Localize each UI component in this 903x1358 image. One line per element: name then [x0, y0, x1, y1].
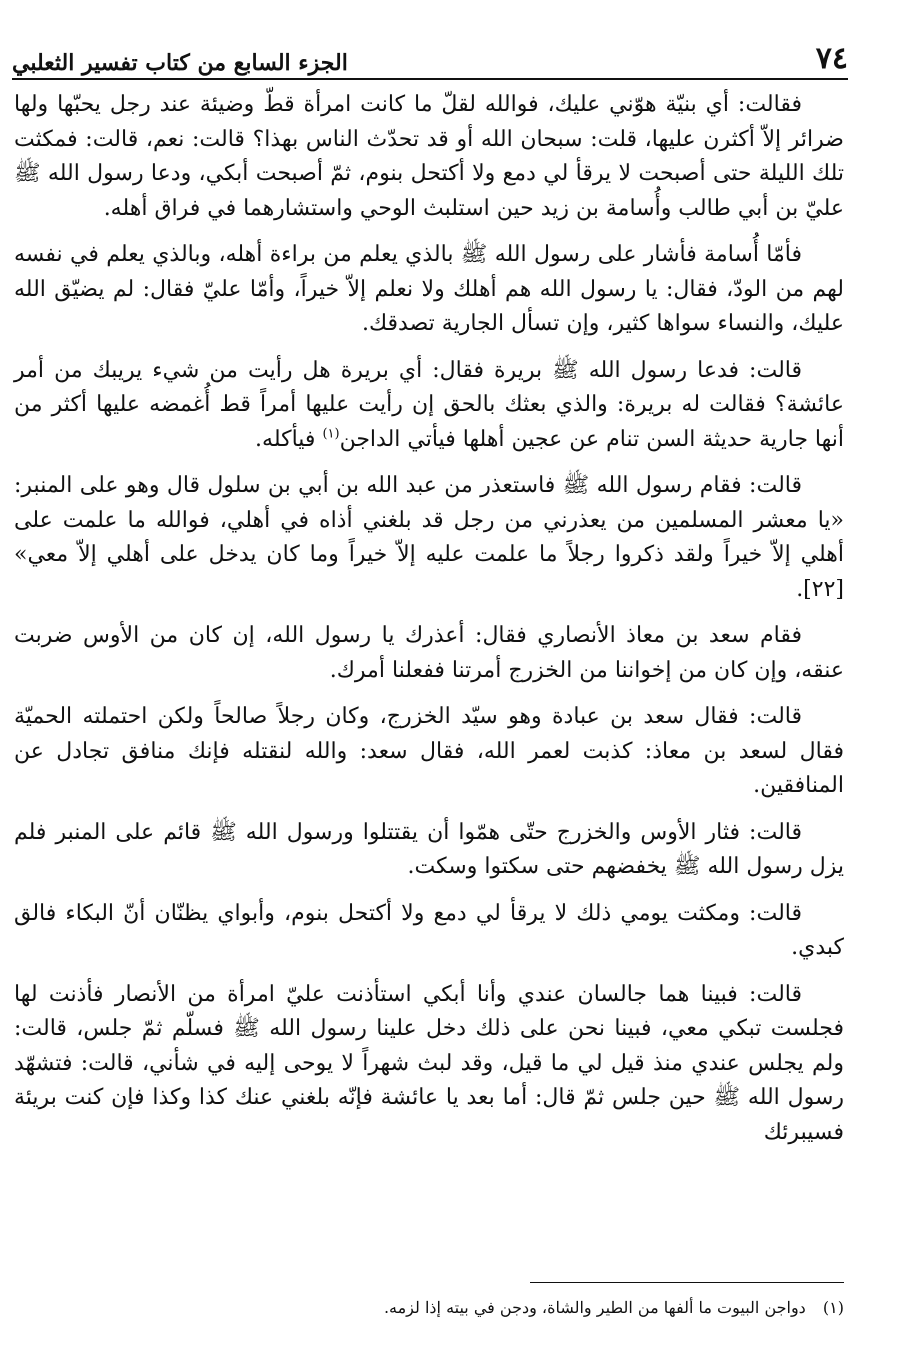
footnote-number: (١) — [822, 1298, 844, 1317]
main-text — [14, 88, 844, 1162]
footnote-divider — [530, 1282, 844, 1283]
footnote — [200, 1296, 844, 1320]
paragraph: قالت: فقام رسول الله ﷺ فاستعذر من عبد الله بن أبي بن سلول قال وهو على المنبر: «يا معشر المسلمين من يعذرني من رجل قد بلغني أذاه في أهلي، فوالله ما علمت على أهلي إلاّ خيراً ولقد ذكروا رجلاً ما علمت عليه إلاّ خيراً وما كان يدخل على أهلي إلاّ معي» [٢٢]. — [14, 473, 844, 602]
paragraph: قالت: فبينا هما جالسان عندي وأنا أبكي استأذنت عليّ امرأة من الأنصار فأذنت لها فجلست تبكي معي، فبينا نحن على ذلك دخل علينا رسول الله ﷺ فسلّم ثمّ جلس، قالت: ولم يجلس عندي منذ قيل لي ما قيل، وقد لبث شهراً لا يوحى إليه في شأني، قالت: فتشهّد رسول الله ﷺ حين جلس ثمّ قال: أما بعد يا عائشة فإنّه بلغني عنك كذا وكذا فإن كنت بريئة فسيبرئك — [14, 981, 844, 1145]
paragraph-text: قالت: فدعا رسول الله ﷺ بريرة فقال: أي بريرة هل رأيت من شيء يريبك من أمر عائشة؟ فقالت له بريرة: والذي بعثك بالحق إن رأيت عليها أمراً قط أُغمضه عليها أكثر من أنها جارية حديثة السن تنام عن عجين أهلها فيأتي الداجن — [14, 357, 844, 452]
paragraph-tail: فيأكله. — [255, 426, 323, 452]
page-header — [12, 28, 848, 80]
paragraph: فقالت: أي بنيّة هوّني عليك، فوالله لقلّ ما كانت امرأة قطّ وضيئة عند رجل يحبّها ولها ضرائر إلاّ أكثرن عليها، قلت: سبحان الله أو قد تحدّث الناس بهذا؟ قالت: نعم، قالت: فمكثت تلك الليلة حتى أصبحت لا يرقأ لي دمع ولا أكتحل بنوم، ثمّ أصبحت أبكي، ودعا رسول الله ﷺ عليّ بن أبي طالب وأُسامة بن زيد حين استلبث الوحي واستشارهما في فراق أهله. — [14, 92, 844, 221]
paragraph: قالت: فثار الأوس والخزرج حتّى همّوا أن يقتتلوا ورسول الله ﷺ قائم على المنبر فلم يزل رسول الله ﷺ يخفضهم حتى سكتوا وسكت. — [14, 819, 844, 879]
footnote-text: دواجن البيوت ما ألفها من الطير والشاة، ودجن في بيته إذا لزمه. — [383, 1298, 806, 1317]
running-title: الجزء السابع من كتاب تفسير الثعلبي — [12, 50, 348, 76]
paragraph: فقام سعد بن معاذ الأنصاري فقال: أعذرك يا رسول الله، إن كان من الأوس ضربت عنقه، وإن كان من إخواننا من الخزرج أمرتنا ففعلنا أمرك. — [14, 623, 844, 683]
footnote-marker: (١) — [322, 426, 340, 442]
page-number: ٧٤ — [815, 41, 848, 76]
paragraph — [14, 354, 844, 458]
paragraph: فأمّا أُسامة فأشار على رسول الله ﷺ بالذي يعلم من براءة أهله، وبالذي يعلم في نفسه لهم من الودّ، فقال: يا رسول الله هم أهلك ولا نعلم إلاّ خيراً، وأمّا عليّ فقال: لم يضيّق الله عليك، والنساء سواها كثير، وإن تسأل الجارية تصدقك. — [14, 242, 844, 336]
paragraph: قالت: ومكثت يومي ذلك لا يرقأ لي دمع ولا أكتحل بنوم، وأبواي يظنّان أنّ البكاء فالق كبدي. — [14, 900, 844, 960]
paragraph: قالت: فقال سعد بن عبادة وهو سيّد الخزرج، وكان رجلاً صالحاً ولكن احتملته الحميّة فقال لسعد بن معاذ: كذبت لعمر الله، فقال سعد: والله لنقتله فإنك منافق تجادل عن المنافقين. — [14, 704, 844, 798]
